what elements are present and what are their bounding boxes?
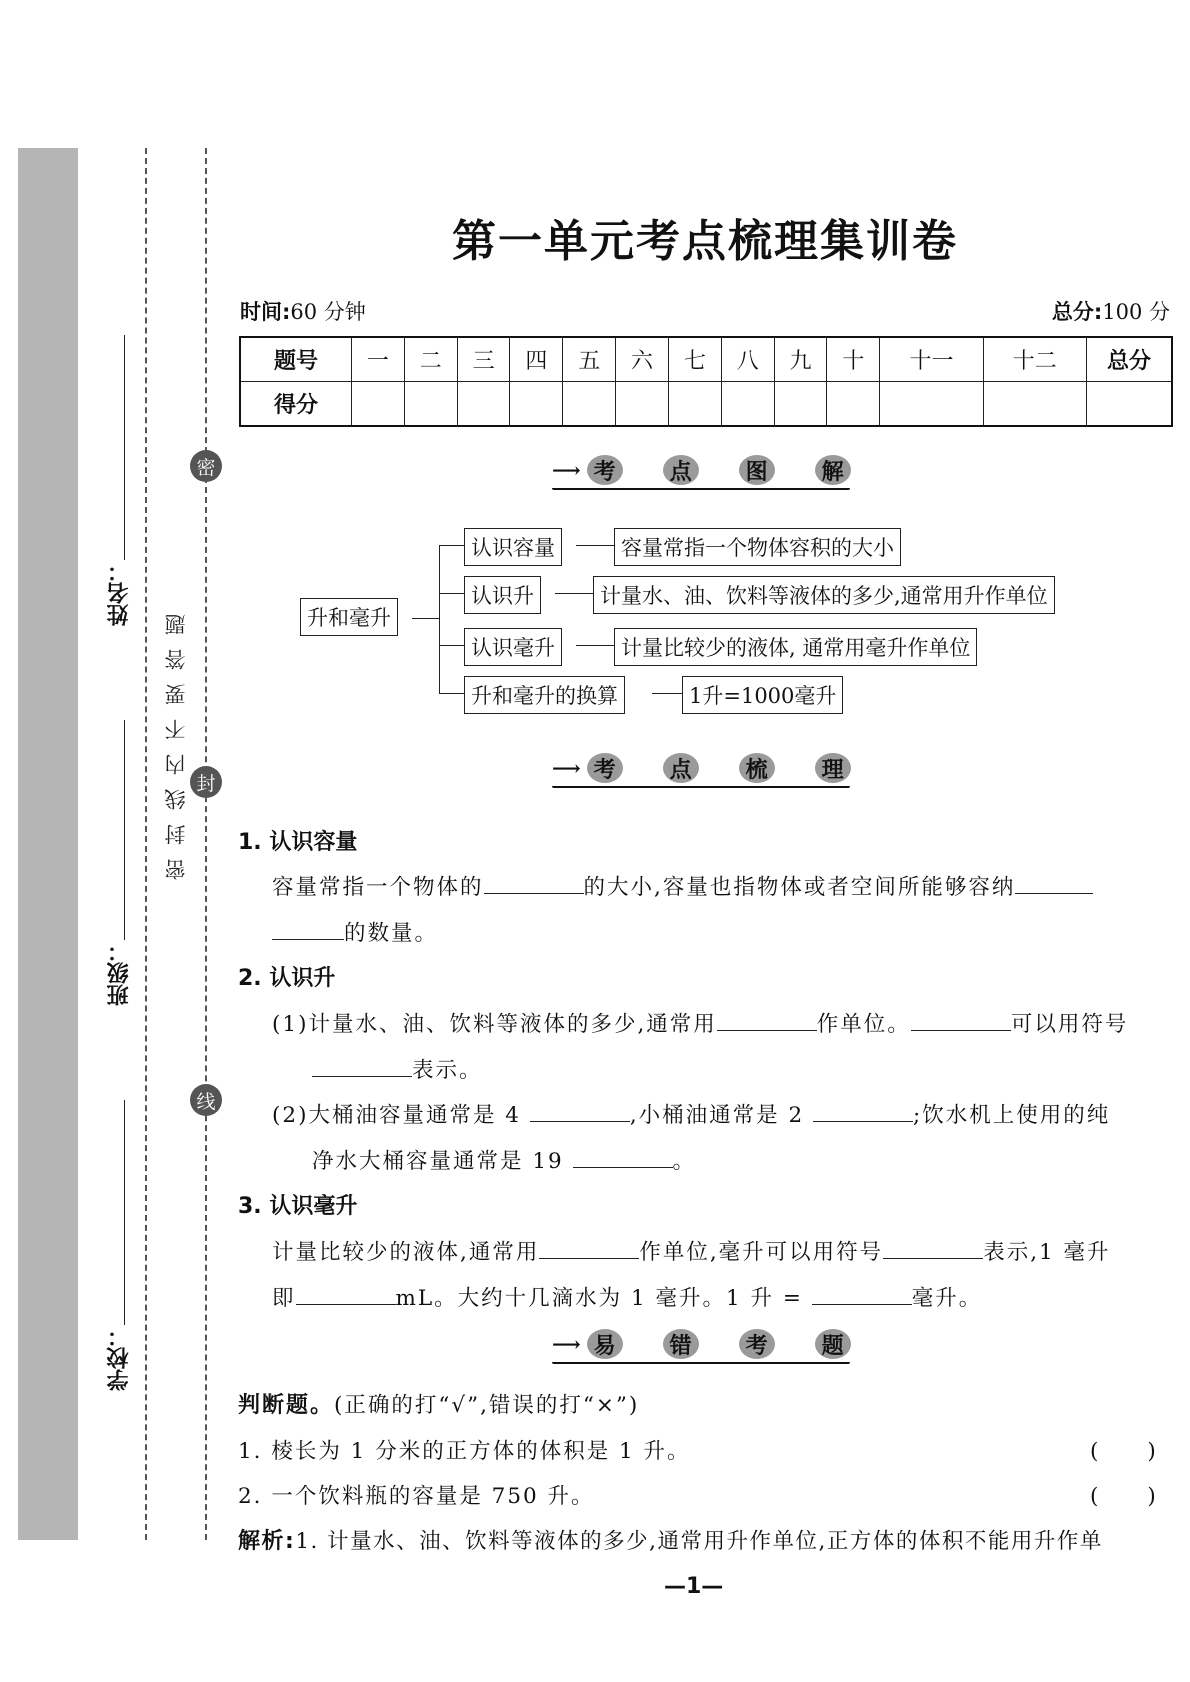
header-cell: 七 [668, 337, 721, 382]
answer-blank[interactable] [573, 1145, 673, 1168]
answer-blank[interactable] [530, 1099, 630, 1122]
seal-feng: 封 [190, 766, 222, 798]
banner-char: 梳 [739, 753, 775, 783]
text: 作单位。 [816, 1012, 911, 1037]
connector [439, 545, 440, 693]
header-cell: 八 [721, 337, 774, 382]
score-label: 总分: [1051, 300, 1103, 324]
text-line [272, 1281, 982, 1312]
mindmap-root: 升和毫升 [300, 598, 398, 636]
banner-char: 点 [663, 753, 699, 783]
time-info [240, 296, 366, 326]
banner-underline [552, 1362, 850, 1364]
text: (2)大桶油容量通常是 4 [272, 1103, 521, 1128]
text: 的大小,容量也指物体或者空间所能够容纳 [583, 875, 1016, 900]
banner-errors [552, 1322, 850, 1366]
score-cell[interactable] [457, 382, 510, 427]
judge-item: 2. 一个饮料瓶的容量是 750 升。 [238, 1484, 595, 1509]
school-line[interactable] [124, 1100, 125, 1325]
score-header-row [240, 337, 1172, 382]
cut-line-right [205, 148, 207, 1540]
seal-xian: 线 [190, 1084, 222, 1116]
answer-blank[interactable] [1015, 871, 1093, 894]
header-cell: 十一 [880, 337, 983, 382]
arrow-icon: ⟶ [552, 1332, 581, 1356]
answer-blank[interactable] [272, 917, 344, 940]
text: 表示。 [412, 1058, 483, 1083]
mindmap-node: 认识毫升 [464, 628, 562, 666]
text: 净水大桶容量通常是 19 [312, 1149, 564, 1174]
score-cell[interactable] [774, 382, 827, 427]
score-cell[interactable] [880, 382, 983, 427]
mindmap-detail: 计量水、油、饮料等液体的多少,通常用升作单位 [593, 576, 1055, 614]
judge-item: 1. 棱长为 1 分米的正方体的体积是 1 升。 [238, 1439, 691, 1464]
judge-heading: 判断题。 [238, 1393, 335, 1418]
score-cell[interactable] [404, 382, 457, 427]
mindmap-node: 升和毫升的换算 [464, 676, 625, 714]
header-cell: 九 [774, 337, 827, 382]
banner-char: 考 [587, 455, 623, 485]
connector [555, 593, 593, 594]
row-label: 得分 [240, 382, 352, 427]
score-value: 100 分 [1102, 300, 1170, 324]
text-line [312, 1144, 696, 1175]
text: 即 [272, 1286, 296, 1311]
analysis-text: 1. 计量水、油、饮料等液体的多少,通常用升作单位,正方体的体积不能用升作单 [295, 1529, 1103, 1554]
connector [576, 545, 614, 546]
banner-underline [552, 786, 850, 788]
answer-blank[interactable] [717, 1008, 817, 1031]
answer-blank[interactable] [812, 1282, 912, 1305]
header-cell: 一 [352, 337, 405, 382]
score-info [1052, 296, 1170, 326]
banner-char: 易 [587, 1329, 623, 1359]
arrow-icon: ⟶ [552, 458, 581, 482]
header-cell: 六 [616, 337, 669, 382]
banner-char: 解 [815, 455, 851, 485]
banner-char: 考 [739, 1329, 775, 1359]
score-cell[interactable] [616, 382, 669, 427]
mindmap-detail: 容量常指一个物体容积的大小 [614, 528, 901, 566]
text: 毫升。 [911, 1286, 983, 1311]
mindmap-detail: 1升=1000毫升 [682, 676, 843, 714]
header-cell: 四 [510, 337, 563, 382]
arrow-icon: ⟶ [552, 756, 581, 780]
score-cell[interactable] [721, 382, 774, 427]
class-line[interactable] [124, 720, 125, 940]
time-value: 60 分钟 [290, 300, 366, 324]
text: 作单位,毫升可以用符号 [639, 1240, 884, 1265]
banner-char: 错 [663, 1329, 699, 1359]
banner-underline [552, 488, 850, 490]
seal-warning: 密封线内不要答题 [164, 600, 188, 880]
text: ;饮水机上使用的纯 [913, 1103, 1111, 1128]
banner-char: 考 [587, 753, 623, 783]
connector [439, 645, 464, 646]
text-line [272, 1235, 1111, 1266]
time-label: 时间: [240, 300, 291, 324]
answer-paren[interactable]: ( ) [1090, 1439, 1158, 1464]
text-line [272, 1098, 1110, 1129]
banner-char: 点 [663, 455, 699, 485]
banner-diagram [552, 448, 850, 492]
seal-mi: 密 [190, 450, 222, 482]
header-cell: 三 [457, 337, 510, 382]
mindmap-detail: 计量比较少的液体, 通常用毫升作单位 [614, 628, 977, 666]
text: ,小桶油通常是 2 [629, 1103, 805, 1128]
text: 容量常指一个物体的 [272, 875, 484, 900]
text-line [272, 870, 1093, 901]
answer-blank[interactable] [296, 1282, 396, 1305]
answer-blank[interactable] [883, 1236, 983, 1259]
answer-blank[interactable] [484, 871, 584, 894]
section-heading: 3. 认识毫升 [238, 1194, 358, 1219]
score-cell[interactable] [352, 382, 405, 427]
school-label: 学校： [107, 1325, 132, 1391]
mindmap-node: 认识升 [464, 576, 541, 614]
text: 的数量。 [344, 921, 439, 946]
score-table [239, 336, 1173, 427]
answer-blank[interactable] [539, 1236, 639, 1259]
banner-summary [552, 746, 850, 790]
mindmap-node: 认识容量 [464, 528, 562, 566]
banner-char: 理 [815, 753, 851, 783]
connector [576, 645, 614, 646]
section-heading: 1. 认识容量 [238, 830, 358, 855]
header-cell: 题号 [240, 337, 352, 382]
answer-blank[interactable] [911, 1008, 1011, 1031]
text: 可以用符号 [1010, 1012, 1129, 1037]
cut-line-left [145, 148, 147, 1540]
analysis-label: 解析: [238, 1529, 296, 1554]
connector [439, 693, 464, 694]
score-cell[interactable] [983, 382, 1086, 427]
analysis-line [238, 1524, 1103, 1555]
text-line [272, 1007, 1128, 1038]
header-cell: 十 [827, 337, 880, 382]
page-title: 第一单元考点梳理集训卷 [452, 216, 958, 267]
page-number: —1— [664, 1574, 724, 1599]
banner-char: 题 [815, 1329, 851, 1359]
name-line[interactable] [124, 335, 125, 560]
score-cell[interactable] [510, 382, 563, 427]
connector [412, 618, 439, 619]
text-line [312, 1053, 483, 1084]
text: 。 [672, 1149, 697, 1174]
header-cell: 五 [563, 337, 616, 382]
text: 计量比较少的液体,通常用 [272, 1240, 540, 1265]
score-cell[interactable] [827, 382, 880, 427]
score-value-row [240, 382, 1172, 427]
connector [439, 545, 464, 546]
connector [652, 693, 682, 694]
header-cell: 总分 [1087, 337, 1173, 382]
answer-paren[interactable]: ( ) [1090, 1484, 1158, 1509]
section-heading: 2. 认识升 [238, 966, 336, 991]
judge-instruction: (正确的打“√”,错误的打“×”) [334, 1393, 640, 1418]
header-cell: 二 [404, 337, 457, 382]
text: mL。大约十几滴水为 1 毫升。1 升 = [395, 1286, 803, 1311]
binding-strip [18, 148, 78, 1540]
connector [439, 593, 464, 594]
class-label: 班级： [107, 940, 132, 1006]
answer-blank[interactable] [312, 1054, 412, 1077]
header-cell: 十二 [983, 337, 1086, 382]
text: (1)计量水、油、饮料等液体的多少,通常用 [272, 1012, 717, 1037]
answer-blank[interactable] [813, 1099, 913, 1122]
score-cell[interactable] [1087, 382, 1173, 427]
score-cell[interactable] [563, 382, 616, 427]
text-line [272, 916, 438, 947]
judge-heading-line [238, 1388, 639, 1419]
name-label: 姓名： [107, 560, 132, 626]
banner-char: 图 [739, 455, 775, 485]
score-cell[interactable] [668, 382, 721, 427]
text: 表示,1 毫升 [983, 1240, 1111, 1265]
